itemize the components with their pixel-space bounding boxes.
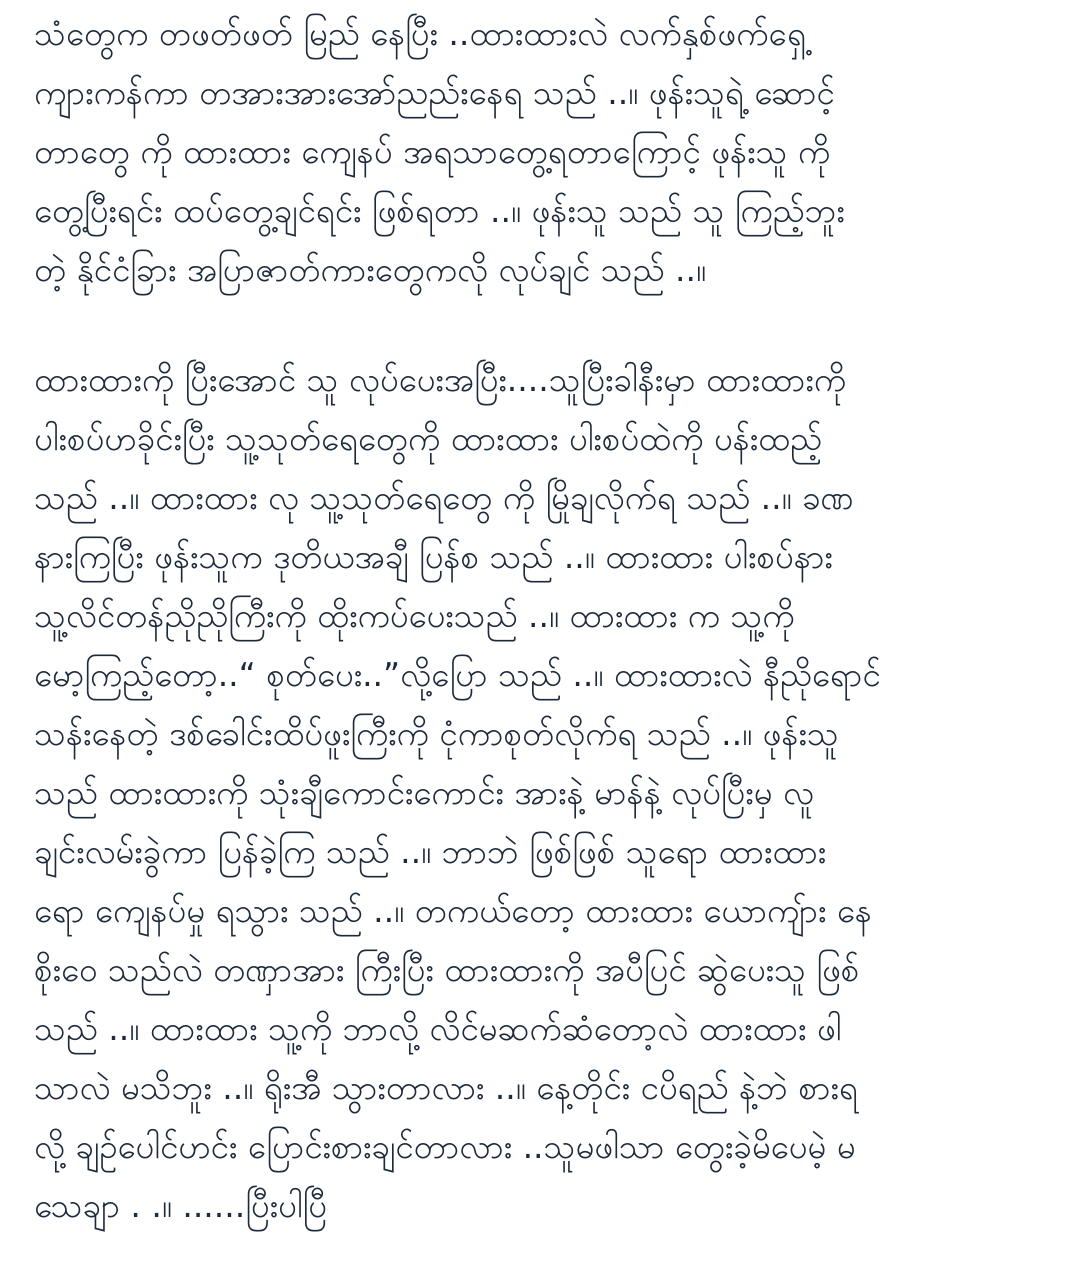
text-line: ထားထားကို ပြီးအောင် သူ လုပ်ပေးအပြီး....သူပြီးခါနီးမှာ ထားထားကို [34,360,847,399]
text-line: သေချာ . .။ ......ပြီးပါပြီ [34,1186,327,1225]
paragraph-1 [34,4,1054,299]
text-line: သာလဲ မသိဘူး ..။ ရိုးအီ သွားတာလား ..။ နေ့တိုင်း ငပိရည် နဲ့ဘဲ စားရ [34,1068,858,1107]
text-line: သည် ..။ ထားထား သူ့ကို ဘာလို့ လိင်မဆက်ဆံတော့လဲ ထားထား ဖါ [34,1009,842,1048]
text-line: ချင်းလမ်းခွဲကာ ပြန်ခဲ့ကြ သည် ..။ ဘာဘဲ ဖြစ်ဖြစ် သူရော ထားထား [34,832,827,871]
text-line: နားကြပြီး ဖုန်းသူက ဒုတိယအချီ ပြန်စ သည် ..။ ထားထား ပါးစပ်နား [34,537,833,576]
text-line: စိုးဝေ သည်လဲ တဏှာအား ကြီးပြီး ထားထားကို အပီပြင် ဆွဲပေးသူ ဖြစ် [34,950,860,989]
text-line: တွေ့ပြီးရင်း ထပ်တွေ့ချင်ရင်း ဖြစ်ရတာ ..။ ဖုန်းသူ သည် သူ ကြည့်ဘူး [34,191,845,230]
text-line: ကျားကန်ကာ တအားအားအော်ညည်းနေရ သည် ..။ ဖုန်းသူရဲ့ ဆောင့် [34,73,835,112]
text-line: သည် ..။ ထားထား လု သူ့သုတ်ရေတွေ ကို မြိုချလိုက်ရ သည် ..။ ခဏ [34,478,854,517]
text-line: သူ့လိင်တန်ညိုညိုကြီးကို ထိုးကပ်ပေးသည် ..။ ထားထား က သူ့ကို [34,596,795,635]
text-line: ပါးစပ်ဟခိုင်းပြီး သူ့သုတ်ရေတွေကို ထားထား ပါးစပ်ထဲကို ပန်းထည့် [34,419,822,458]
text-line: သန်းနေတဲ့ ဒစ်ခေါင်းထိပ်ဖူးကြီးကို ငုံကာစုတ်လိုက်ရ သည် ..။ ဖုန်းသူ [34,714,839,753]
text-line: ရော ကျေနပ်မှု ရသွား သည် ..။ တကယ်တော့ ထားထား ယောကျ်ား နေ [34,891,872,930]
text-line: တဲ့ နိုင်ငံခြား အပြာဇာတ်ကားတွေကလို လုပ်ချင် သည် ..။ [34,250,706,289]
text-line: လို့ ချဉ်ပေါင်ဟင်း ပြောင်းစားချင်တာလား ..သူမဖါသာ တွေးခဲ့မိပေမဲ့ မ [34,1127,856,1166]
text-line: မော့ကြည့်တော့..“ စုတ်ပေး..”လို့ပြော သည် ..။ ထားထားလဲ နီညိုရောင် [34,655,881,694]
paragraph-2 [34,350,1054,1235]
text-line: တာတွေ ကို ထားထား ကျေနပ် အရသာတွေ့ရတာကြောင့် ဖုန်းသူ ကို [34,132,831,171]
text-line: သည် ထားထားကို သုံးချီကောင်းကောင်း အားနဲ့ မာန်နဲ့ လုပ်ပြီးမှ လူ [34,773,814,812]
text-line: သံတွေက တဖတ်ဖတ် မြည် နေပြီး ..ထားထားလဲ လက်နှစ်ဖက်ရှေ့ [34,14,806,53]
